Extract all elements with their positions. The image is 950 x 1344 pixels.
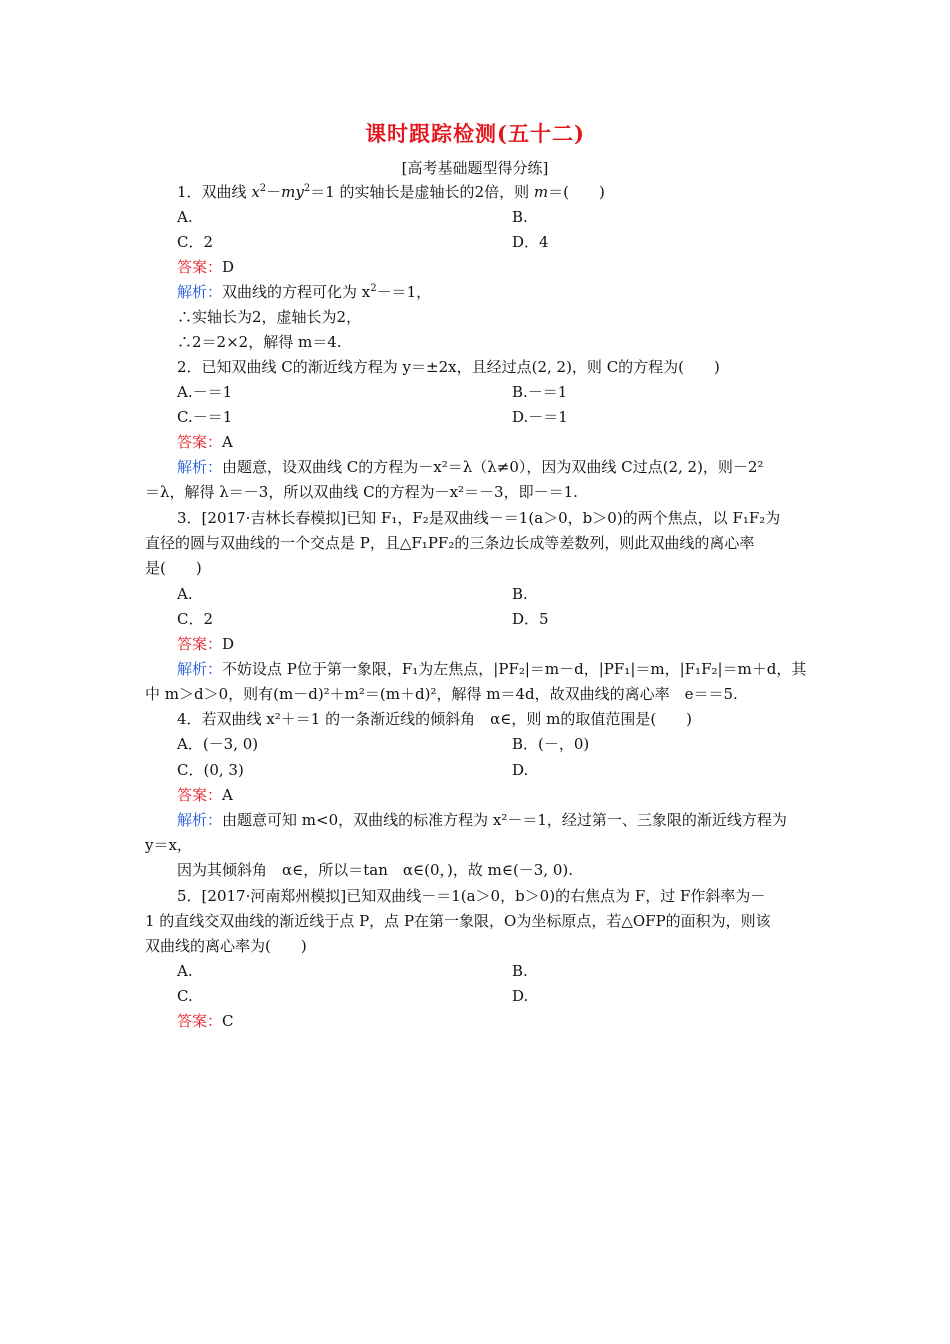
analysis-label: 解析： bbox=[177, 283, 223, 301]
q1-answer: 答案：D bbox=[177, 258, 235, 276]
q2-stem: 2．已知双曲线 C的渐近线方程为 y＝±2x，且经过点(2, 2)，则 C的方程为( ) bbox=[177, 358, 720, 376]
analysis-label: 解析： bbox=[177, 458, 223, 476]
q4-option-a: A．(－3, 0) bbox=[177, 735, 259, 753]
q4-option-b: B．(－，0) bbox=[512, 735, 590, 753]
analysis-label: 解析： bbox=[177, 811, 223, 829]
q4-answer: 答案：A bbox=[177, 786, 233, 804]
q3-stem-2: 直径的圆与双曲线的一个交点是 P，且△F₁PF₂的三条边长成等差数列，则此双曲线的离心率 bbox=[145, 534, 755, 552]
q5-stem-2: 1 的直线交双曲线的渐近线于点 P，点 P在第一象限，O为坐标原点，若△OFP的面积为，则该 bbox=[145, 912, 771, 930]
q4-analysis-3: 因为其倾斜角 α∈，所以＝tan α∈(0，)，故 m∈(－3, 0). bbox=[177, 861, 574, 879]
page-subtitle: [高考基础题型得分练] bbox=[401, 159, 549, 177]
q2-analysis-2: ＝λ，解得 λ＝－3，所以双曲线 C的方程为－x²＝－3，即－＝1. bbox=[145, 483, 578, 501]
q3-option-c: C．2 bbox=[177, 610, 214, 628]
page-title: 课时跟踪检测(五十二) bbox=[365, 121, 585, 146]
q3-answer: 答案：D bbox=[177, 635, 235, 653]
q3-analysis-2: 中 m＞d＞0，则有(m－d)²＋m²＝(m＋d)²，解得 m＝4d，故双曲线的离心率 e＝＝5. bbox=[145, 685, 738, 703]
analysis-label: 解析： bbox=[177, 660, 223, 678]
q4-analysis-2: y＝x， bbox=[145, 836, 192, 854]
q3-option-b: B. bbox=[512, 585, 528, 603]
q3-stem-1: 3．[2017·吉林长春模拟]已知 F₁，F₂是双曲线－＝1(a＞0，b＞0)的两个焦点，以 F₁F₂为 bbox=[177, 509, 781, 527]
q1-option-c: C．2 bbox=[177, 233, 214, 251]
q5-answer: 答案：C bbox=[177, 1012, 234, 1030]
q2-option-c: C.－＝1 bbox=[177, 408, 233, 426]
q3-option-a: A. bbox=[177, 585, 193, 603]
q4-stem: 4．若双曲线 x²＋＝1 的一条渐近线的倾斜角 α∈，则 m的取值范围是( ) bbox=[177, 710, 693, 728]
answer-label: 答案： bbox=[177, 786, 223, 804]
q2-analysis-1: 解析：由题意，设双曲线 C的方程为－x²＝λ（λ≠0），因为双曲线 C过点(2, 2)，则－2² bbox=[177, 458, 764, 476]
q1-option-b: B. bbox=[512, 208, 528, 226]
q5-option-d: D. bbox=[512, 987, 529, 1005]
q2-option-a: A.－＝1 bbox=[177, 383, 233, 401]
q4-option-d: D. bbox=[512, 761, 529, 779]
q1-stem: 1．双曲线 $x^2-my^2=1$ 的实轴长是虚轴长的2倍，则 m＝( ) bbox=[177, 183, 605, 201]
q1-option-a: A. bbox=[177, 208, 193, 226]
answer-label: 答案： bbox=[177, 635, 223, 653]
q3-option-d: D．5 bbox=[512, 610, 549, 628]
answer-label: 答案： bbox=[177, 258, 223, 276]
q5-option-c: C. bbox=[177, 987, 193, 1005]
q4-option-c: C．(0, 3) bbox=[177, 761, 244, 779]
q1-option-d: D．4 bbox=[512, 233, 549, 251]
q5-stem-3: 双曲线的离心率为( ) bbox=[145, 937, 307, 955]
q2-answer: 答案：A bbox=[177, 433, 233, 451]
q4-analysis-1: 解析：由题意可知 m<0，双曲线的标准方程为 x²－＝1，经过第一、三象限的渐近线方程为 bbox=[177, 811, 787, 829]
answer-label: 答案： bbox=[177, 1012, 223, 1030]
q5-stem-1: 5．[2017·河南郑州模拟]已知双曲线－＝1(a＞0，b＞0)的右焦点为 F，过 F作斜率为－ bbox=[177, 887, 766, 905]
q3-stem-3: 是( ) bbox=[145, 559, 202, 577]
q3-analysis-1: 解析：不妨设点 P位于第一象限，F₁为左焦点，|PF₂|＝m－d，|PF₁|＝m，|F₁F₂|＝m＋d，其 bbox=[177, 660, 807, 678]
q1-analysis-3: ∴2＝2×2，解得 m＝4. bbox=[177, 333, 342, 351]
q2-option-b: B.－＝1 bbox=[512, 383, 568, 401]
q1-analysis-2: ∴实轴长为2，虚轴长为2， bbox=[177, 308, 362, 326]
answer-label: 答案： bbox=[177, 433, 223, 451]
q1-analysis-1: 解析：双曲线的方程可化为 $x^2-=1$， bbox=[177, 283, 432, 301]
q5-option-b: B. bbox=[512, 962, 528, 980]
q5-option-a: A. bbox=[177, 962, 193, 980]
q2-option-d: D.－＝1 bbox=[512, 408, 568, 426]
